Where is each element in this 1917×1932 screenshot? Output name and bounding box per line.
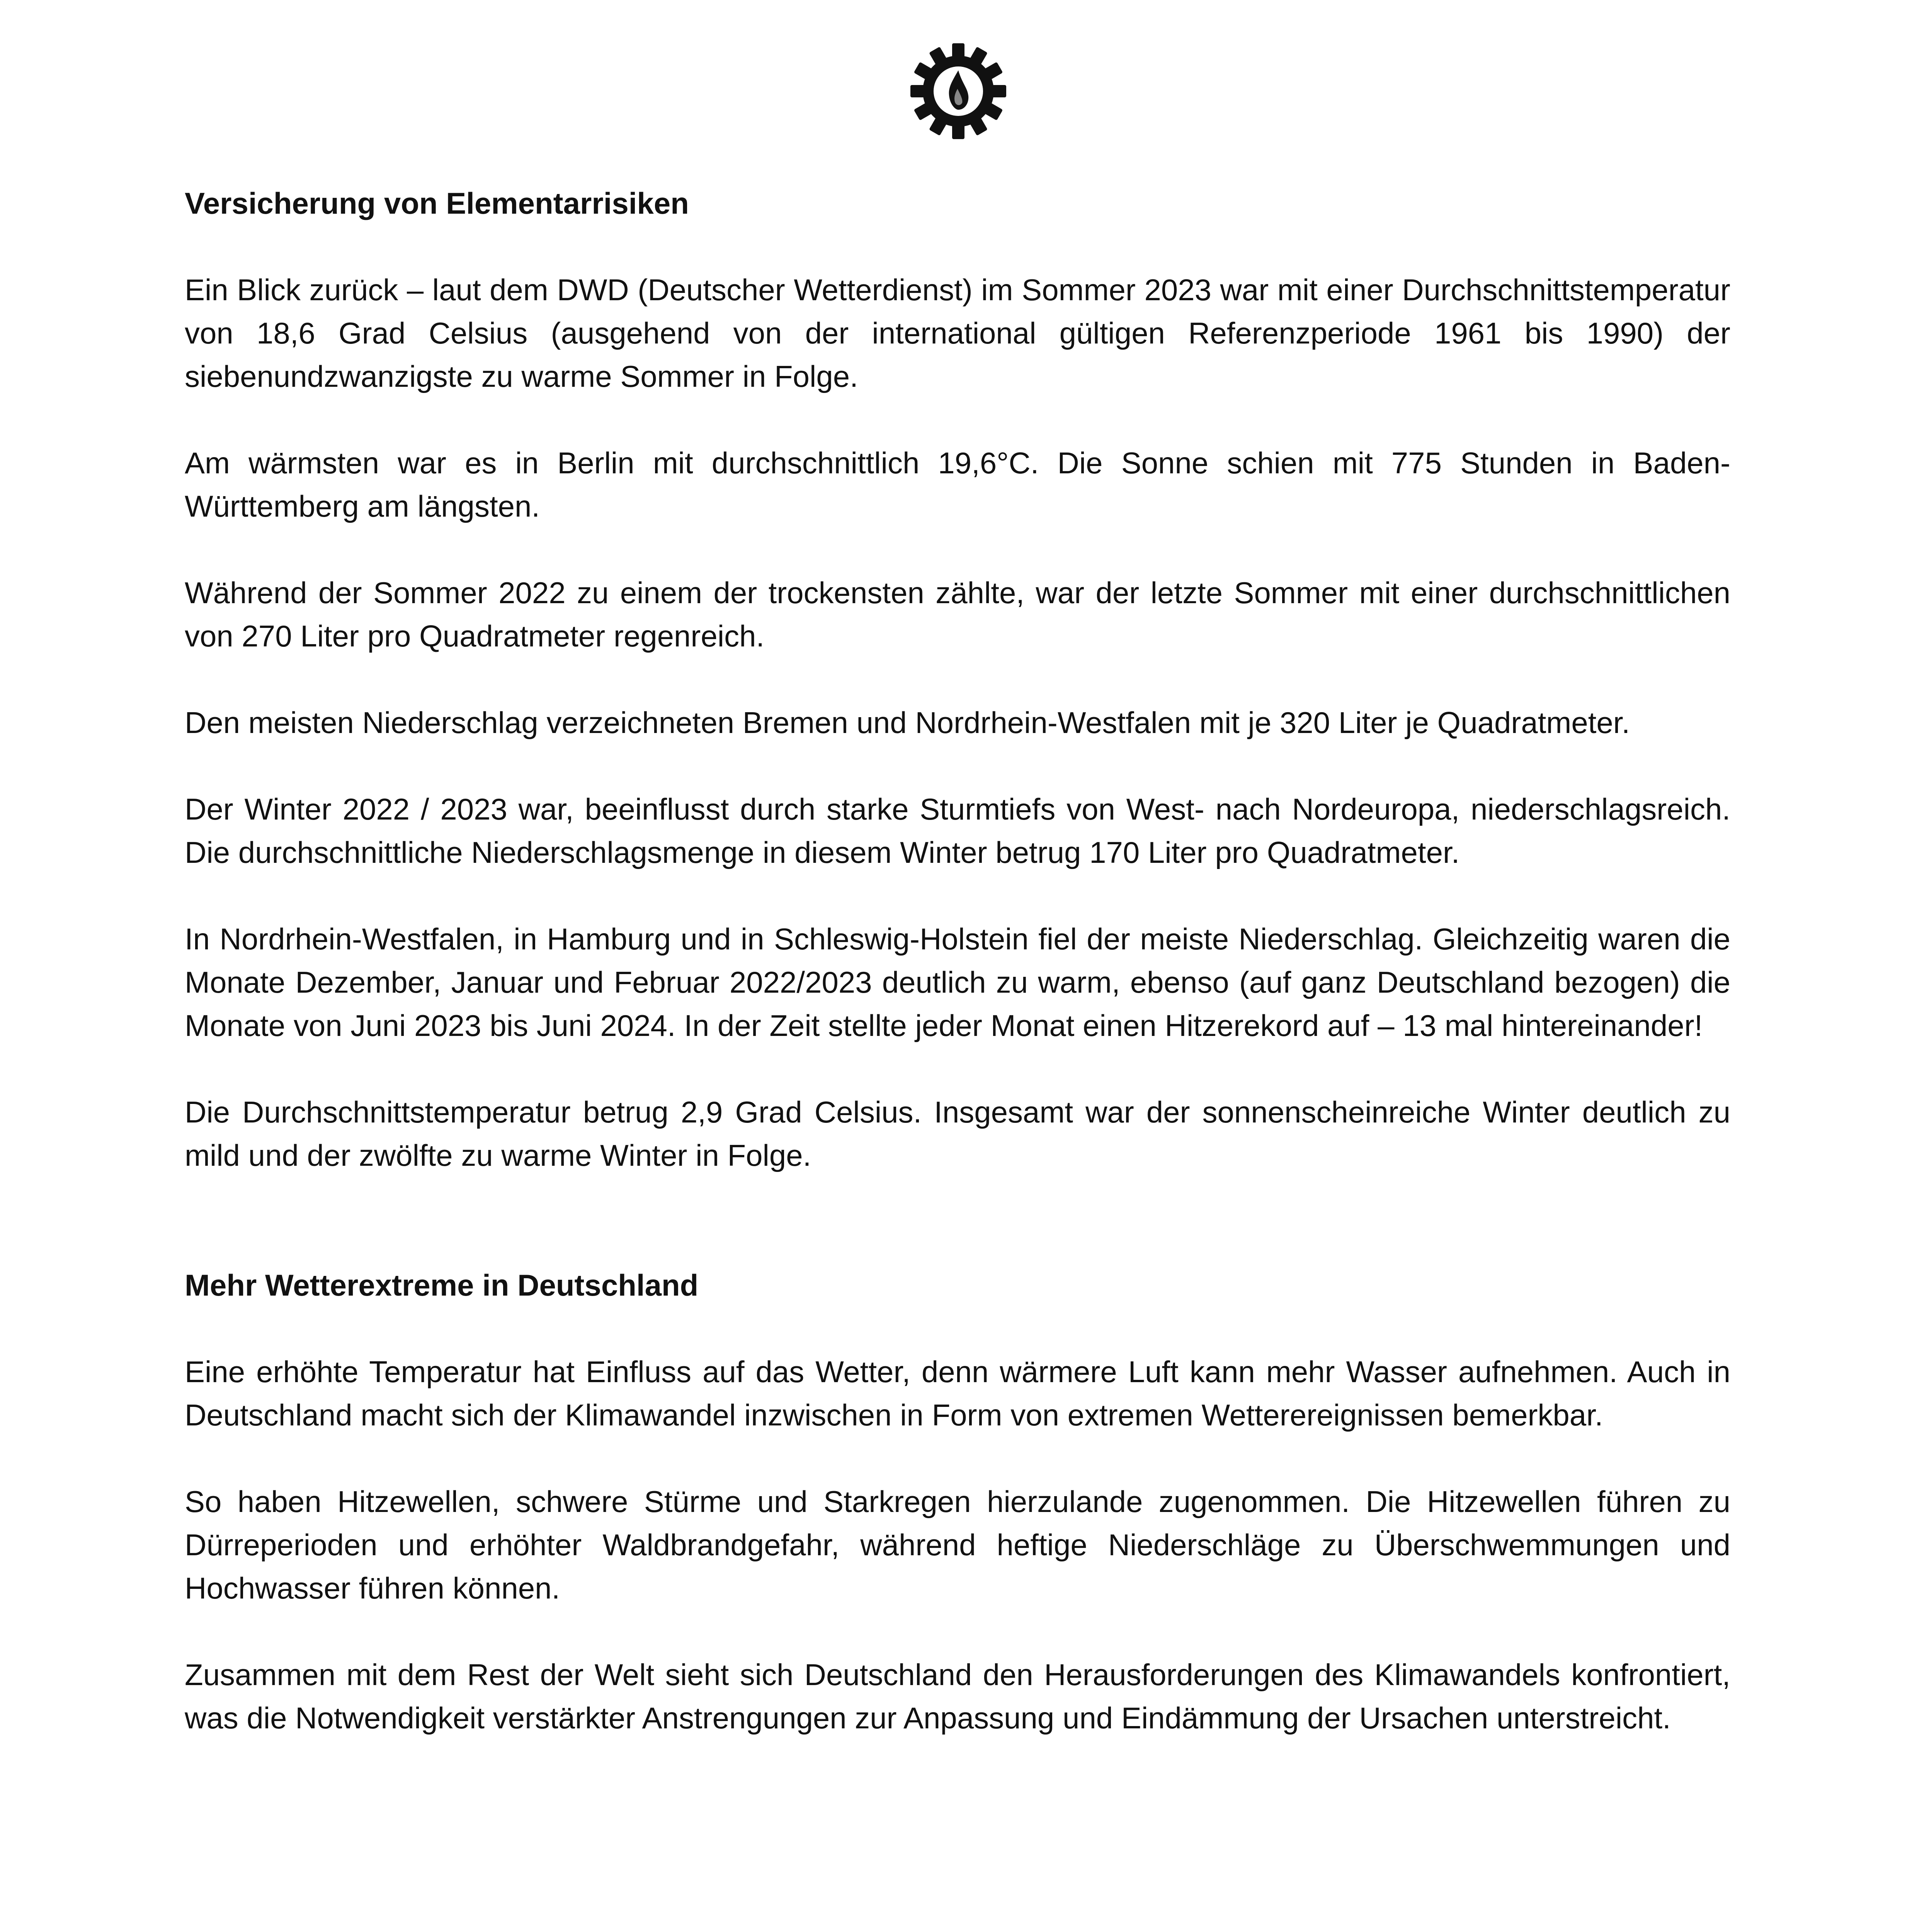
paragraph: Der Winter 2022 / 2023 war, beeinflusst durch starke Sturmtiefs von West- nach Nordeuropa, niederschlagsreich. Die durchschnittliche Niederschlagsmenge in diesem Winter betrug 170 Liter pro Quadratmeter. [185,792,1730,869]
paragraph: So haben Hitzewellen, schwere Stürme und Starkregen hierzulande zugenommen. Die Hitzewellen führen zu Dürreperioden und erhöhter Waldbrandgefahr, während heftige Niederschläge zu Überschwemmungen und Hochwasser führen können. [185,1485,1730,1605]
paragraph: Den meisten Niederschlag verzeichneten Bremen und Nordrhein-Westfalen mit je 320 Liter je Quadratmeter. [185,706,1630,740]
paragraph: In Nordrhein-Westfalen, in Hamburg und in Schleswig-Holstein fiel der meiste Niederschlag. Gleichzeitig waren die Monate Dezember, Januar und Februar 2022/2023 deutlich zu warm, ebenso (auf ganz Deutschland bezogen) die Monate von Juni 2023 bis Juni 2024. In der Zeit stellte jeder Monat einen Hitzerekord auf – 13 mal hintereinander! [185,922,1730,1043]
section-heading: Versicherung von Elementarrisiken [185,186,689,220]
section-heading: Mehr Wetterextreme in Deutschland [185,1268,699,1302]
paragraph: Zusammen mit dem Rest der Welt sieht sich Deutschland den Herausforderungen des Klimawandels konfrontiert, was die Notwendigkeit verstärkter Anstrengungen zur Anpassung und Eindämmung der Ursachen unterstreicht. [185,1658,1730,1735]
paragraph: Die Durchschnittstemperatur betrug 2,9 Grad Celsius. Insgesamt war der sonnenscheinreiche Winter deutlich zu mild und der zwölfte zu warme Winter in Folge. [185,1095,1730,1172]
paragraph: Eine erhöhte Temperatur hat Einfluss auf das Wetter, denn wärmere Luft kann mehr Wasser aufnehmen. Auch in Deutschland macht sich der Klimawandel inzwischen in Form von extremen Wetterereignissen bemerkbar. [185,1355,1730,1432]
paragraph: Ein Blick zurück – laut dem DWD (Deutscher Wetterdienst) im Sommer 2023 war mit einer Durchschnittstemperatur von 18,6 Grad Celsius (ausgehend von der international gültigen Referenzperiode 1961 bis 1990) der siebenundzwanzigste zu warme Sommer in Folge. [185,273,1730,393]
main-content [185,182,1730,1740]
paragraph: Am wärmsten war es in Berlin mit durchschnittlich 19,6°C. Die Sonne schien mit 775 Stunden in Baden-Württemberg am längsten. [185,446,1730,523]
gear-flame-logo-icon [910,43,1006,139]
paragraph: Während der Sommer 2022 zu einem der trockensten zählte, war der letzte Sommer mit einer durchschnittlichen von 270 Liter pro Quadratmeter regenreich. [185,576,1730,653]
